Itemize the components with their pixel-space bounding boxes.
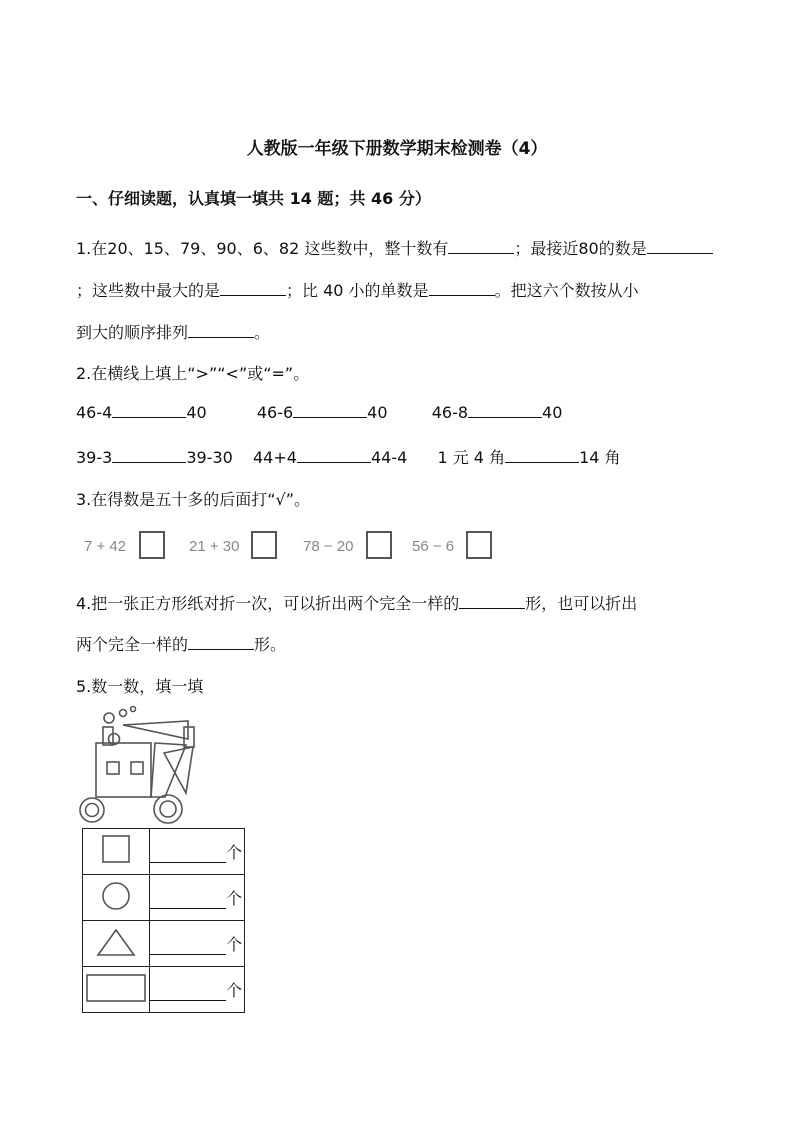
question-4-line-2 — [76, 632, 286, 655]
rectangle-icon — [85, 971, 147, 1005]
table-row — [83, 875, 245, 921]
q4-blank-1[interactable] — [459, 594, 525, 609]
compare-blank[interactable] — [112, 448, 186, 463]
shape-count-table — [82, 828, 245, 1013]
unit-label: 个 — [226, 843, 243, 862]
compare-blank[interactable] — [293, 403, 367, 418]
page-title: 人教版一年级下册数学期末检测卷（4） — [246, 139, 548, 159]
q1-blank-4[interactable] — [429, 281, 495, 296]
triangle-icon — [95, 926, 137, 958]
unit-label: 个 — [226, 889, 243, 908]
compare-blank[interactable] — [505, 448, 579, 463]
q1-text-e: 。把这六个数按从小 — [494, 281, 639, 300]
q1-blank-1[interactable] — [448, 239, 514, 254]
q4-text-b: 形，也可以折出 — [525, 594, 638, 613]
square-icon — [100, 834, 132, 866]
compare-right: 44-4 — [370, 448, 408, 467]
compare-right: 14 角 — [579, 448, 621, 467]
compare-right: 39-30 — [186, 448, 233, 467]
count-blank[interactable] — [150, 982, 226, 1001]
check-box[interactable] — [251, 531, 277, 559]
section-heading: 一、仔细读题，认真填一填共 14 题；共 46 分） — [76, 189, 431, 208]
count-blank[interactable] — [150, 890, 226, 909]
check-box[interactable] — [139, 531, 165, 559]
compare-row-1 — [76, 403, 562, 422]
q1-blank-2[interactable] — [647, 239, 713, 254]
q4-text-d: 形。 — [254, 635, 287, 654]
q4-text-c: 两个完全一样的 — [76, 635, 189, 654]
compare-left: 46-4 — [76, 403, 113, 422]
q1-text-c: ；这些数中最大的是 — [76, 281, 221, 300]
question-3-prompt: 3.在得数是五十多的后面打“√”。 — [76, 490, 311, 509]
question-1-line-2 — [76, 278, 639, 301]
q1-blank-3[interactable] — [220, 281, 286, 296]
compare-blank[interactable] — [468, 403, 542, 418]
q1-blank-5[interactable] — [188, 323, 254, 338]
table-row — [83, 829, 245, 875]
compare-row-2 — [76, 445, 621, 468]
q4-blank-2[interactable] — [188, 635, 254, 650]
compare-left: 46-6 — [256, 403, 294, 422]
question-1-line-3 — [76, 320, 270, 343]
check-box[interactable] — [466, 531, 492, 559]
question-2-prompt: 2.在横线上填上“>”“<”或“=”。 — [76, 364, 310, 383]
q1-text-g: 。 — [254, 323, 271, 342]
compare-left: 46-8 — [431, 403, 469, 422]
compare-blank[interactable] — [112, 403, 186, 418]
unit-label: 个 — [226, 981, 243, 1000]
unit-label: 个 — [226, 935, 243, 954]
circle-icon — [99, 879, 133, 913]
q1-text-f: 到大的顺序排列 — [76, 323, 189, 342]
compare-right: 40 — [186, 403, 207, 422]
expression: 56 − 6 — [412, 538, 455, 555]
compare-right: 40 — [367, 403, 388, 422]
q4-text-a: 4.把一张正方形纸对折一次，可以折出两个完全一样的 — [76, 594, 460, 613]
count-blank[interactable] — [150, 844, 226, 863]
table-row — [83, 921, 245, 967]
expression: 7 + 42 — [84, 538, 127, 555]
compare-right: 40 — [542, 403, 563, 422]
compare-left: 39-3 — [76, 448, 113, 467]
compare-left: 44+4 — [253, 448, 297, 467]
q1-text-b: ；最接近80的数是 — [514, 239, 647, 258]
question-5-prompt: 5.数一数，填一填 — [76, 677, 204, 696]
question-4-line-1 — [76, 591, 637, 614]
expression: 21 + 30 — [189, 538, 240, 555]
table-row — [83, 967, 245, 1013]
check-box[interactable] — [366, 531, 392, 559]
count-blank[interactable] — [150, 936, 226, 955]
compare-blank[interactable] — [297, 448, 371, 463]
compare-left: 1 元 4 角 — [437, 448, 506, 467]
expression: 78 − 20 — [303, 538, 354, 555]
q1-text-a: 1.在20、15、79、90、6、82 这些数中，整十数有 — [76, 239, 449, 258]
shape-machine-figure — [76, 705, 216, 827]
question-1-line-1 — [76, 236, 713, 259]
q1-text-d: ；比 40 小的单数是 — [286, 281, 429, 300]
